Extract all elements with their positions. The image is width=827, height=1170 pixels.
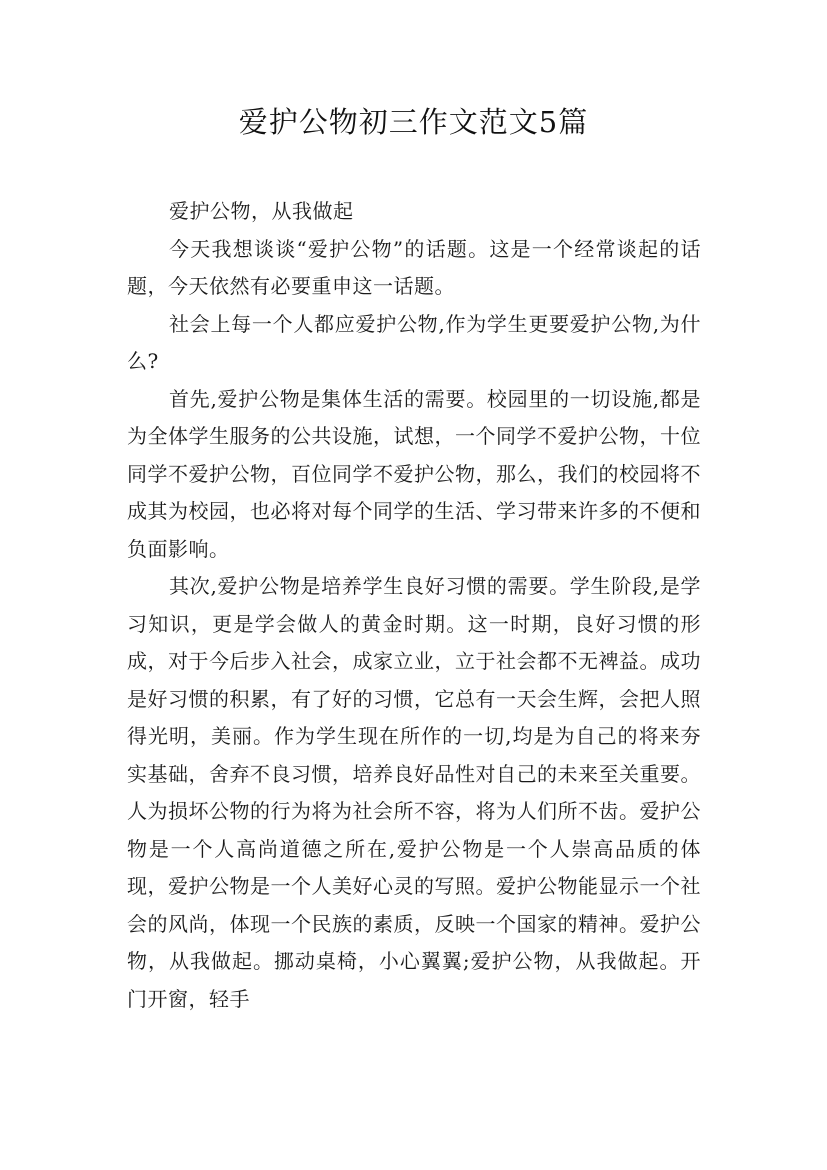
document-body <box>127 193 701 1018</box>
paragraph-subtitle: 爱护公物，从我做起 <box>169 199 354 223</box>
paragraph: 其次,爱护公物是培养学生良好习惯的需要。学生阶段,是学习知识，更是学会做人的黄金时期。这一时期，良好习惯的形成，对于今后步入社会，成家立业，立于社会都不无裨益。成功是好习惯的积累，有了好的习惯，它总有一天会生辉，会把人照得光明，美丽。作为学生现在所作的一切,均是为自己的将来夯实基础，舍弃不良习惯，培养良好品性对自己的未来至关重要。人为损坏公物的行为将为社会所不容，将为人们所不齿。爱护公物是一个人高尚道德之所在,爱护公物是一个人崇高品质的体现，爱护公物是一个人美好心灵的写照。爱护公物能显示一个社会的风尚，体现一个民族的素质，反映一个国家的精神。爱护公物，从我做起。挪动桌椅，小心翼翼;爱护公物，从我做起。开门开窗，轻手 <box>127 574 701 1011</box>
paragraph: 社会上每一个人都应爱护公物,作为学生更要爱护公物,为什么? <box>127 311 701 373</box>
paragraph: 今天我想谈谈“爱护公物”的话题。这是一个经常谈起的话题，今天依然有必要重申这一话题。 <box>127 236 701 298</box>
document-title: 爱护公物初三作文范文5篇 <box>238 105 589 139</box>
paragraph: 首先,爱护公物是集体生活的需要。校园里的一切设施,都是为全体学生服务的公共设施，试想，一个同学不爱护公物，十位同学不爱护公物，百位同学不爱护公物，那么，我们的校园将不成其为校园，也必将对每个同学的生活、学习带来许多的不便和负面影响。 <box>127 386 701 561</box>
